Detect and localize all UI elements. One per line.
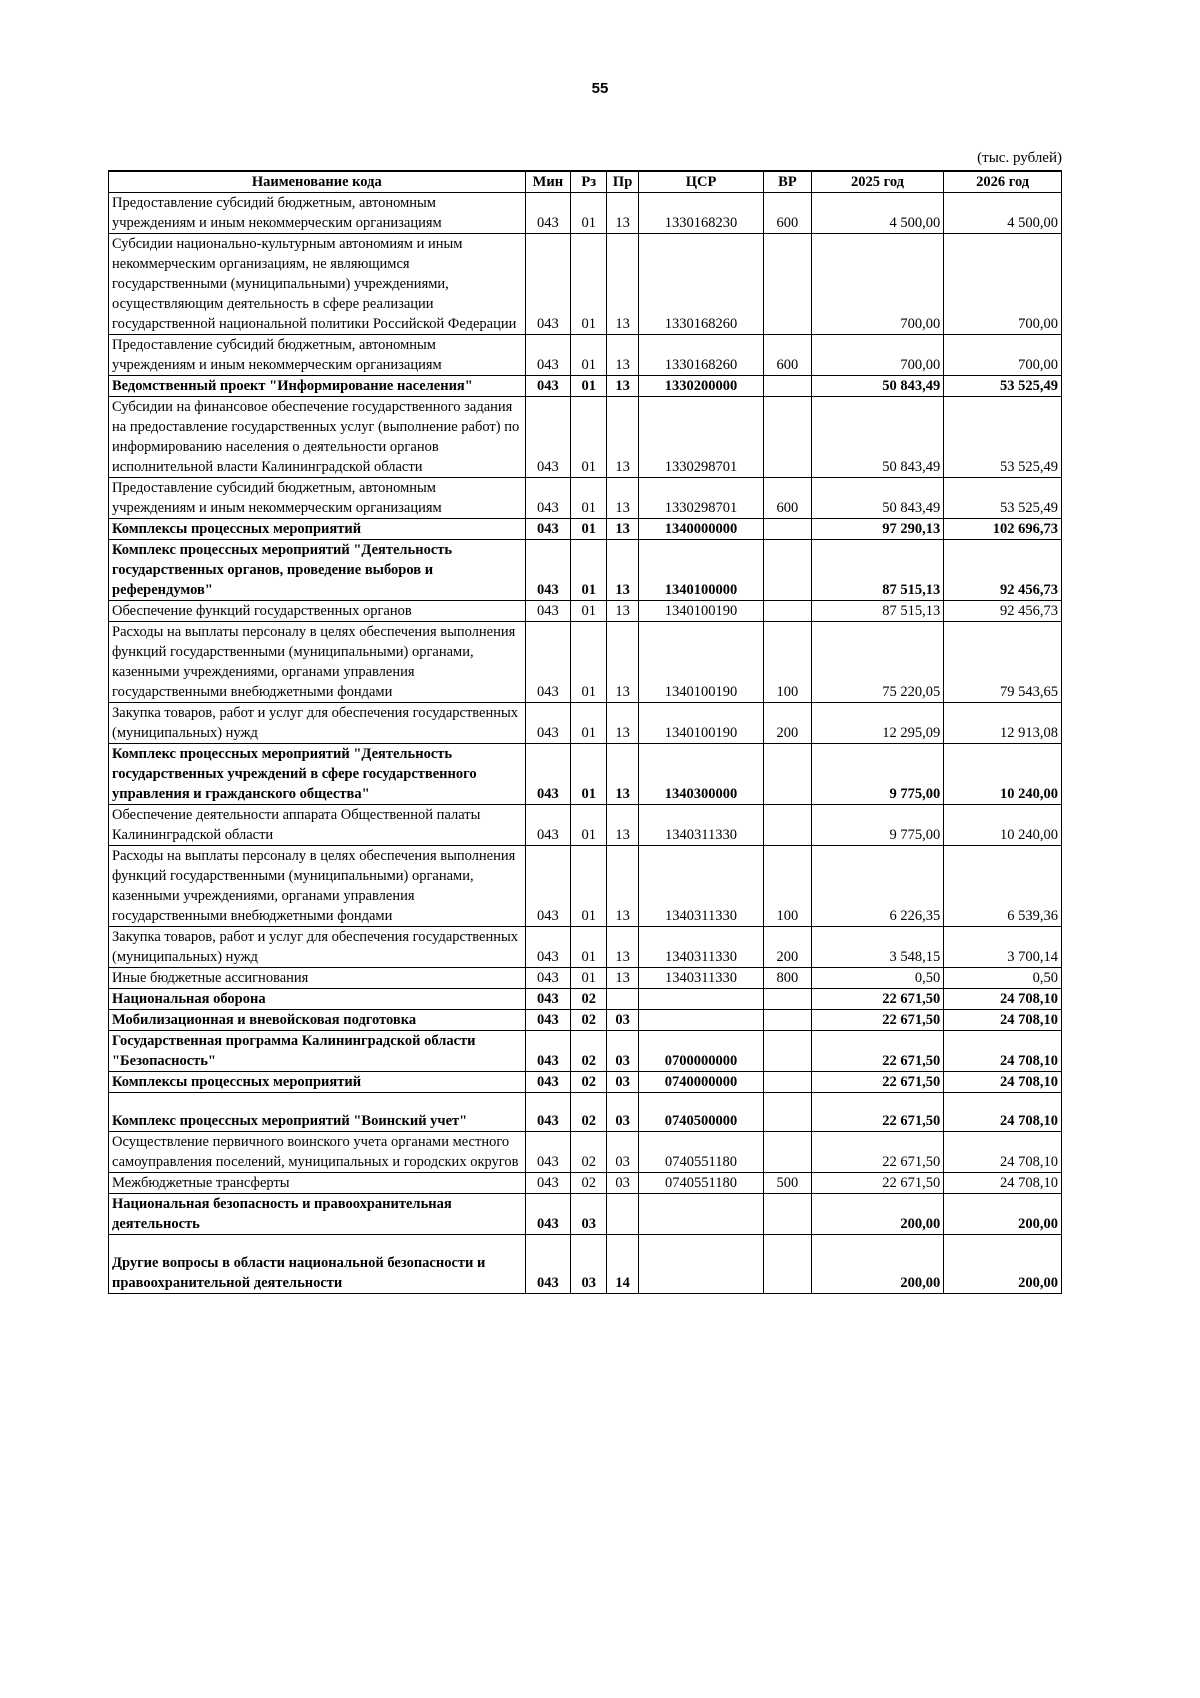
row-pr: 03 [607,1093,639,1132]
row-rz: 01 [571,376,607,397]
row-amount-2026: 6 539,36 [944,846,1062,927]
row-csr: 1340311330 [639,846,764,927]
row-amount-2026: 12 913,08 [944,703,1062,744]
row-amount-2025: 0,50 [811,968,944,989]
row-pr: 14 [607,1235,639,1294]
row-name: Комплекс процессных мероприятий "Деятельность государственных органов, проведение выборов и референдумов" [109,540,526,601]
row-vr [764,601,812,622]
row-csr: 1340000000 [639,519,764,540]
row-rz: 02 [571,1010,607,1031]
row-vr [764,1093,812,1132]
row-name: Государственная программа Калининградской области "Безопасность" [109,1031,526,1072]
row-name: Мобилизационная и вневойсковая подготовка [109,1010,526,1031]
row-amount-2026: 53 525,49 [944,397,1062,478]
row-amount-2025: 9 775,00 [811,744,944,805]
row-min: 043 [525,744,571,805]
row-amount-2025: 6 226,35 [811,846,944,927]
row-name: Межбюджетные трансферты [109,1173,526,1194]
table-row [109,805,1062,846]
row-min: 043 [525,1031,571,1072]
row-vr: 200 [764,703,812,744]
row-amount-2025: 12 295,09 [811,703,944,744]
row-csr: 1340300000 [639,744,764,805]
row-name: Иные бюджетные ассигнования [109,968,526,989]
row-rz: 02 [571,1132,607,1173]
row-min: 043 [525,335,571,376]
table-row [109,397,1062,478]
row-vr: 600 [764,193,812,234]
table-row [109,1072,1062,1093]
row-rz: 01 [571,540,607,601]
row-csr: 1330168260 [639,234,764,335]
row-pr: 13 [607,927,639,968]
row-vr: 800 [764,968,812,989]
row-rz: 03 [571,1235,607,1294]
row-pr: 13 [607,846,639,927]
row-rz: 01 [571,805,607,846]
row-name: Предоставление субсидий бюджетным, автономным учреждениям и иным некоммерческим организациям [109,335,526,376]
row-pr: 13 [607,622,639,703]
row-amount-2026: 53 525,49 [944,478,1062,519]
row-pr: 13 [607,234,639,335]
row-rz: 02 [571,1093,607,1132]
row-amount-2026: 700,00 [944,335,1062,376]
row-csr: 1330168260 [639,335,764,376]
table-row [109,1235,1062,1294]
row-csr: 0740551180 [639,1132,764,1173]
row-pr: 13 [607,397,639,478]
row-min: 043 [525,1173,571,1194]
row-amount-2025: 3 548,15 [811,927,944,968]
row-pr: 03 [607,1031,639,1072]
header-2026: 2026 год [944,171,1062,193]
row-vr [764,234,812,335]
row-vr: 600 [764,335,812,376]
row-name: Предоставление субсидий бюджетным, автономным учреждениям и иным некоммерческим организациям [109,193,526,234]
row-amount-2025: 22 671,50 [811,1072,944,1093]
row-csr: 1330200000 [639,376,764,397]
row-csr: 1340100190 [639,622,764,703]
row-vr: 100 [764,622,812,703]
header-pr: Пр [607,171,639,193]
row-pr: 13 [607,478,639,519]
row-csr [639,989,764,1010]
row-name: Субсидии на финансовое обеспечение государственного задания на предоставление государственных услуг (выполнение работ) по информированию населения о деятельности органов исполнительной власти Калининградской области [109,397,526,478]
row-name: Закупка товаров, работ и услуг для обеспечения государственных (муниципальных) нужд [109,703,526,744]
row-amount-2026: 24 708,10 [944,1072,1062,1093]
header-min: Мин [525,171,571,193]
table-row [109,601,1062,622]
row-amount-2025: 50 843,49 [811,376,944,397]
row-amount-2026: 102 696,73 [944,519,1062,540]
header-csr: ЦСР [639,171,764,193]
row-rz: 01 [571,846,607,927]
table-row [109,1010,1062,1031]
row-rz: 01 [571,519,607,540]
row-amount-2025: 50 843,49 [811,478,944,519]
row-vr [764,1132,812,1173]
row-pr: 13 [607,703,639,744]
row-min: 043 [525,846,571,927]
row-amount-2025: 87 515,13 [811,601,944,622]
row-min: 043 [525,805,571,846]
row-rz: 01 [571,397,607,478]
row-min: 043 [525,540,571,601]
row-vr [764,376,812,397]
row-csr: 1330298701 [639,478,764,519]
table-row [109,519,1062,540]
budget-table [108,170,1062,1294]
table-row [109,927,1062,968]
row-min: 043 [525,989,571,1010]
row-name: Обеспечение деятельности аппарата Общественной палаты Калининградской области [109,805,526,846]
row-rz: 02 [571,1072,607,1093]
row-pr: 03 [607,1173,639,1194]
row-rz: 03 [571,1194,607,1235]
row-vr: 600 [764,478,812,519]
row-amount-2025: 22 671,50 [811,989,944,1010]
row-name: Комплексы процессных мероприятий [109,519,526,540]
row-name: Комплекс процессных мероприятий "Деятельность государственных учреждений в сфере государственного управления и гражданского общества" [109,744,526,805]
row-vr [764,1235,812,1294]
row-amount-2026: 200,00 [944,1194,1062,1235]
row-amount-2026: 24 708,10 [944,1031,1062,1072]
row-amount-2025: 700,00 [811,335,944,376]
row-pr: 13 [607,601,639,622]
row-csr: 1340311330 [639,927,764,968]
row-csr: 1340100190 [639,703,764,744]
row-csr: 1340100000 [639,540,764,601]
row-vr [764,1031,812,1072]
table-row [109,540,1062,601]
header-vr: ВР [764,171,812,193]
row-min: 043 [525,703,571,744]
row-vr [764,519,812,540]
table-row [109,193,1062,234]
row-amount-2025: 9 775,00 [811,805,944,846]
table-row [109,622,1062,703]
row-amount-2025: 4 500,00 [811,193,944,234]
table-row [109,744,1062,805]
row-pr: 03 [607,1010,639,1031]
row-vr [764,744,812,805]
row-amount-2025: 87 515,13 [811,540,944,601]
row-pr [607,989,639,1010]
row-vr [764,805,812,846]
row-amount-2025: 200,00 [811,1194,944,1235]
row-rz: 02 [571,1173,607,1194]
row-amount-2026: 24 708,10 [944,1173,1062,1194]
table-row [109,703,1062,744]
row-amount-2026: 3 700,14 [944,927,1062,968]
row-min: 043 [525,397,571,478]
row-csr [639,1010,764,1031]
table-row [109,846,1062,927]
row-amount-2026: 92 456,73 [944,540,1062,601]
row-name: Осуществление первичного воинского учета органами местного самоуправления поселений, муниципальных и городских округов [109,1132,526,1173]
row-name: Другие вопросы в области национальной безопасности и правоохранительной деятельности [109,1235,526,1294]
row-min: 043 [525,601,571,622]
row-min: 043 [525,622,571,703]
row-amount-2026: 0,50 [944,968,1062,989]
table-body [109,193,1062,1294]
table-header-row [109,171,1062,193]
row-amount-2026: 24 708,10 [944,1010,1062,1031]
row-rz: 01 [571,193,607,234]
row-pr: 13 [607,193,639,234]
row-amount-2025: 22 671,50 [811,1010,944,1031]
row-amount-2026: 10 240,00 [944,744,1062,805]
table-row [109,376,1062,397]
row-name: Закупка товаров, работ и услуг для обеспечения государственных (муниципальных) нужд [109,927,526,968]
row-pr: 03 [607,1132,639,1173]
row-vr [764,1010,812,1031]
row-rz: 01 [571,335,607,376]
row-amount-2026: 53 525,49 [944,376,1062,397]
row-min: 043 [525,1194,571,1235]
row-amount-2026: 92 456,73 [944,601,1062,622]
row-amount-2026: 4 500,00 [944,193,1062,234]
row-rz: 01 [571,478,607,519]
row-vr [764,540,812,601]
row-amount-2026: 200,00 [944,1235,1062,1294]
row-amount-2026: 10 240,00 [944,805,1062,846]
row-vr [764,1194,812,1235]
table-row [109,989,1062,1010]
row-name: Обеспечение функций государственных органов [109,601,526,622]
row-amount-2026: 24 708,10 [944,1093,1062,1132]
row-min: 043 [525,1093,571,1132]
row-min: 043 [525,1072,571,1093]
row-amount-2025: 75 220,05 [811,622,944,703]
row-vr [764,989,812,1010]
row-amount-2025: 22 671,50 [811,1093,944,1132]
row-csr: 1340100190 [639,601,764,622]
row-name: Комплексы процессных мероприятий [109,1072,526,1093]
row-csr: 0740000000 [639,1072,764,1093]
row-min: 043 [525,376,571,397]
row-vr [764,1072,812,1093]
row-name: Национальная оборона [109,989,526,1010]
row-rz: 01 [571,927,607,968]
row-amount-2026: 700,00 [944,234,1062,335]
header-2025: 2025 год [811,171,944,193]
table-row [109,478,1062,519]
row-rz: 01 [571,703,607,744]
table-row [109,1132,1062,1173]
row-csr: 0700000000 [639,1031,764,1072]
row-name: Расходы на выплаты персоналу в целях обеспечения выполнения функций государственными (муниципальными) органами, казенными учреждениями, органами управления государственными внебюджетными фондами [109,622,526,703]
row-vr: 100 [764,846,812,927]
table-row [109,1194,1062,1235]
row-min: 043 [525,968,571,989]
row-csr: 1340311330 [639,805,764,846]
row-min: 043 [525,1235,571,1294]
row-min: 043 [525,1010,571,1031]
row-name: Ведомственный проект "Информирование населения" [109,376,526,397]
row-rz: 01 [571,622,607,703]
row-min: 043 [525,1132,571,1173]
row-amount-2026: 79 543,65 [944,622,1062,703]
row-rz: 01 [571,968,607,989]
header-name: Наименование кода [109,171,526,193]
row-amount-2025: 97 290,13 [811,519,944,540]
row-name: Предоставление субсидий бюджетным, автономным учреждениям и иным некоммерческим организациям [109,478,526,519]
row-pr: 13 [607,805,639,846]
row-csr: 1340311330 [639,968,764,989]
table-row [109,234,1062,335]
table-row [109,1173,1062,1194]
row-min: 043 [525,234,571,335]
row-amount-2026: 24 708,10 [944,1132,1062,1173]
row-csr [639,1235,764,1294]
table-row [109,1093,1062,1132]
row-csr: 1330298701 [639,397,764,478]
row-csr [639,1194,764,1235]
row-amount-2026: 24 708,10 [944,989,1062,1010]
row-pr: 13 [607,744,639,805]
row-pr: 13 [607,335,639,376]
row-amount-2025: 22 671,50 [811,1132,944,1173]
row-pr: 13 [607,519,639,540]
row-amount-2025: 700,00 [811,234,944,335]
row-rz: 02 [571,989,607,1010]
row-rz: 02 [571,1031,607,1072]
row-min: 043 [525,193,571,234]
row-vr: 200 [764,927,812,968]
row-amount-2025: 22 671,50 [811,1173,944,1194]
row-pr: 13 [607,540,639,601]
row-pr: 13 [607,968,639,989]
row-csr: 0740500000 [639,1093,764,1132]
row-rz: 01 [571,234,607,335]
row-rz: 01 [571,601,607,622]
row-rz: 01 [571,744,607,805]
table-row [109,335,1062,376]
row-min: 043 [525,927,571,968]
row-vr: 500 [764,1173,812,1194]
row-csr: 0740551180 [639,1173,764,1194]
row-name: Комплекс процессных мероприятий "Воинский учет" [109,1093,526,1132]
units-label: (тыс. рублей) [977,150,1062,166]
row-name: Расходы на выплаты персоналу в целях обеспечения выполнения функций государственными (муниципальными) органами, казенными учреждениями, органами управления государственными внебюджетными фондами [109,846,526,927]
row-vr [764,397,812,478]
row-name: Национальная безопасность и правоохранительная деятельность [109,1194,526,1235]
row-amount-2025: 50 843,49 [811,397,944,478]
page-number: 55 [591,80,609,97]
row-amount-2025: 22 671,50 [811,1031,944,1072]
table-row [109,968,1062,989]
row-pr: 03 [607,1072,639,1093]
row-min: 043 [525,519,571,540]
row-pr [607,1194,639,1235]
row-pr: 13 [607,376,639,397]
row-csr: 1330168230 [639,193,764,234]
header-rz: Рз [571,171,607,193]
row-amount-2025: 200,00 [811,1235,944,1294]
table-row [109,1031,1062,1072]
row-name: Субсидии национально-культурным автономиям и иным некоммерческим организациям, не являющимся государственными (муниципальными) учреждениями, осуществляющим деятельность в сфере реализации государственной национальной политики Российской Федерации [109,234,526,335]
row-min: 043 [525,478,571,519]
